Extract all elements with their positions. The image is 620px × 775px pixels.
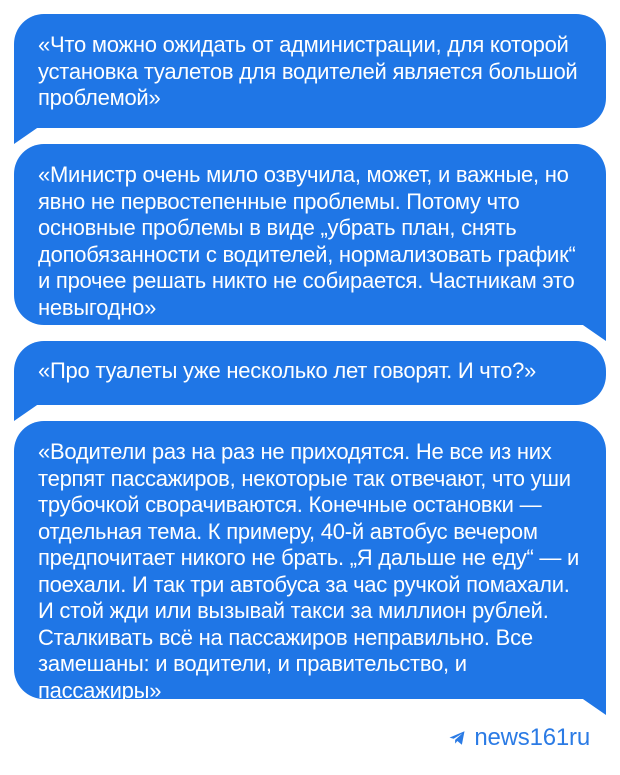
brand-name: news161ru (474, 724, 590, 751)
message-bubble-1 (14, 14, 606, 128)
brand-link[interactable] (448, 724, 590, 752)
bubble-tail (580, 323, 606, 341)
bubble-tail (14, 126, 40, 144)
message-text: «Про туалеты уже несколько лет говорят. И что?» (38, 358, 537, 383)
telegram-plane-icon (448, 729, 466, 747)
bubble-tail (14, 403, 40, 421)
message-text: «Министр очень мило озвучила, может, и важные, но явно не первостепенные проблемы. Потому что основные проблемы в виде „убрать план, снять допобязанности с водителей, нормализовать график“ и прочее решать никто не собирается. Частникам это невыгодно» (38, 162, 576, 320)
message-text: «Водители раз на раз не приходятся. Не все из них терпят пассажиров, некоторые так отвечают, что уши трубочкой сворачиваются. Конечные остановки — отдельная тема. К примеру, 40-й автобус вечером предпочитает никого не брать. „Я дальше не еду“ — и поехали. И так три автобуса за час ручкой помахали. И стой жди или вызывай такси за миллион рублей. Сталкивать всё на пассажиров неправильно. Все замешаны: и водители, и правительство, и пассажиры» (38, 439, 580, 703)
message-bubble-4 (14, 421, 606, 703)
message-bubble-3 (14, 341, 606, 405)
message-text: «Что можно ожидать от администрации, для которой установка туалетов для водителей является большой проблемой» (38, 32, 578, 110)
message-bubble-2 (14, 144, 606, 325)
bubble-tail (580, 697, 606, 715)
